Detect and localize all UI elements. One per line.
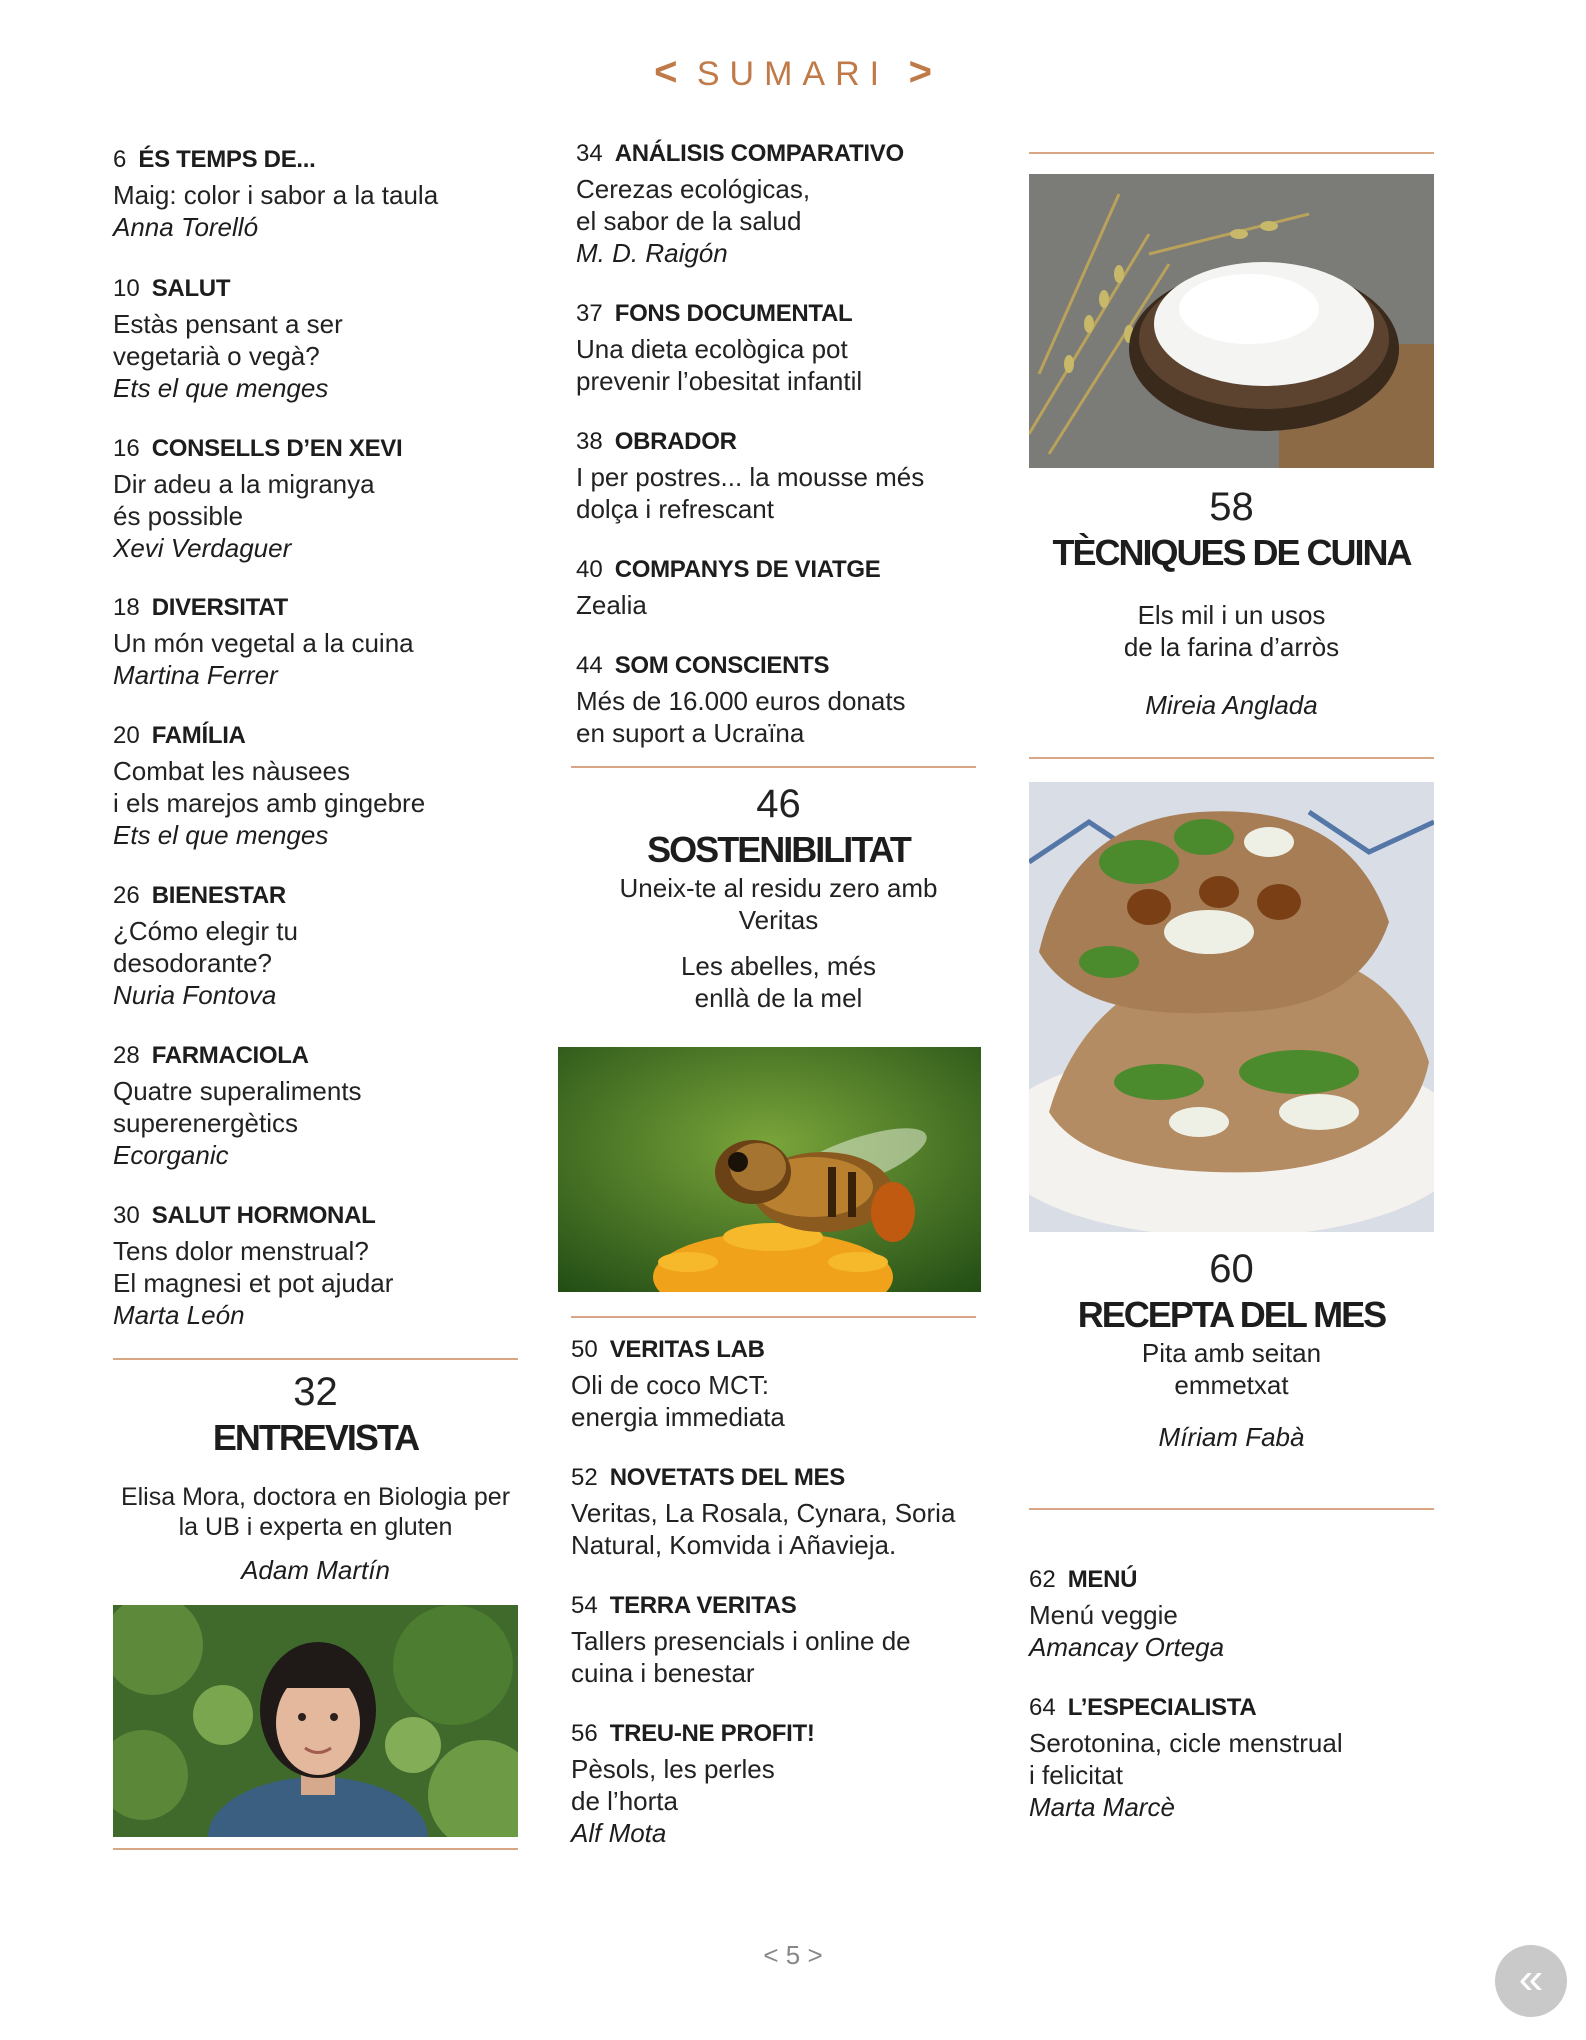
entry-section: FONS DOCUMENTAL (614, 300, 853, 327)
entry-author: Anna Torelló (113, 212, 259, 242)
entry-description: Més de 16.000 euros donats en suport a Ucraïna (576, 686, 906, 748)
entry-description: I per postres... la mousse més dolça i refrescant (576, 462, 925, 524)
entry-section: BIENESTAR (151, 882, 286, 909)
entry-heading (571, 1590, 911, 1625)
toc-entry[interactable] (113, 880, 298, 1011)
entry-description: Tallers presencials i online de cuina i benestar (571, 1626, 911, 1688)
feature-description: Els mil i un usos de la farina d’arròs (1123, 600, 1340, 662)
entry-description: ¿Cómo elegir tu desodorante? (113, 916, 298, 978)
title-right-chevron: > (908, 50, 932, 94)
divider (113, 1848, 518, 1850)
divider (571, 766, 976, 768)
entry-heading (576, 138, 904, 173)
title-text: SUMARI (696, 55, 890, 93)
entry-description: Serotonina, cicle menstrual i felicitat (1029, 1728, 1343, 1790)
divider (571, 1316, 976, 1318)
entry-section: L’ESPECIALISTA (1067, 1694, 1257, 1721)
entry-section: VERITAS LAB (609, 1336, 765, 1363)
toc-entry[interactable] (1029, 1564, 1224, 1663)
toc-entry[interactable] (113, 144, 438, 243)
toc-entry[interactable] (113, 1040, 362, 1171)
entry-page-number: 20 (113, 722, 140, 749)
feature-description: Uneix-te al residu zero amb Veritas (619, 873, 938, 935)
feature-page-number: 46 (756, 782, 801, 826)
entry-section: NOVETATS DEL MES (609, 1464, 845, 1491)
back-button[interactable] (1495, 1945, 1567, 2017)
double-chevron-left-icon: « (1518, 1954, 1544, 2003)
entry-author: Ets el que menges (113, 820, 329, 850)
entry-page-number: 56 (571, 1720, 598, 1747)
divider (1029, 757, 1434, 759)
entry-heading (1029, 1692, 1343, 1727)
entry-section: FARMACIOLA (151, 1042, 309, 1069)
feature-description: Elisa Mora, doctora en Biologia per la UB i experta en gluten (120, 1483, 511, 1541)
entry-page-number: 28 (113, 1042, 140, 1069)
entry-section: SALUT (151, 275, 231, 302)
entry-heading (113, 592, 414, 627)
toc-entry[interactable] (571, 1334, 785, 1433)
entry-heading (113, 1200, 393, 1235)
feature-recepta[interactable] (1029, 1245, 1434, 1453)
bee-on-flower-photo (558, 1047, 981, 1292)
entry-heading (113, 144, 438, 179)
prev-page-chevron[interactable]: < (763, 1940, 779, 1970)
entry-description: Dir adeu a la migranya és possible (113, 469, 375, 531)
feature-description-secondary: Les abelles, més enllà de la mel (680, 951, 877, 1013)
entry-description: Oli de coco MCT: energia immediata (571, 1370, 785, 1432)
entry-author: Ecorganic (113, 1140, 229, 1170)
entry-page-number: 26 (113, 882, 140, 909)
entry-page-number: 50 (571, 1336, 598, 1363)
divider (1029, 1508, 1434, 1510)
entry-author: Xevi Verdaguer (113, 533, 292, 563)
feature-sostenibilitat[interactable] (571, 780, 986, 1014)
entry-description: Zealia (576, 590, 647, 620)
entry-page-number: 52 (571, 1464, 598, 1491)
feature-title: TÈCNIQUES DE CUINA (1052, 532, 1411, 573)
entry-heading (113, 433, 402, 468)
toc-entry[interactable] (576, 554, 880, 621)
entry-author: M. D. Raigón (576, 238, 728, 268)
entry-page-number: 54 (571, 1592, 598, 1619)
entry-page-number: 16 (113, 435, 140, 462)
feature-page-number: 32 (293, 1370, 338, 1414)
entry-heading (571, 1334, 785, 1369)
entry-description: Cerezas ecológicas, el sabor de la salud (576, 174, 811, 236)
feature-tecniques[interactable] (1029, 483, 1434, 721)
entry-author: Nuria Fontova (113, 980, 277, 1010)
entry-page-number: 44 (576, 652, 603, 679)
entry-page-number: 37 (576, 300, 603, 327)
entry-author: Marta Marcè (1029, 1792, 1175, 1822)
entry-heading (113, 720, 425, 755)
entry-description: Un món vegetal a la cuina (113, 628, 414, 658)
entry-heading (571, 1462, 955, 1497)
toc-entry[interactable] (571, 1462, 955, 1561)
page-title (0, 50, 1586, 95)
entry-section: TERRA VERITAS (609, 1592, 797, 1619)
entry-section: TREU-NE PROFIT! (609, 1720, 815, 1747)
entry-description: Veritas, La Rosala, Cynara, Soria Natural, Komvida i Añavieja. (571, 1498, 956, 1560)
entry-section: DIVERSITAT (151, 594, 288, 621)
feature-page-number: 60 (1209, 1247, 1254, 1291)
entry-section: COMPANYS DE VIATGE (614, 556, 881, 583)
entry-heading (576, 650, 906, 685)
entry-description: Tens dolor menstrual? El magnesi et pot ajudar (113, 1236, 394, 1298)
entry-description: Combat les nàusees i els marejos amb gingebre (113, 756, 426, 818)
feature-entrevista[interactable] (113, 1368, 518, 1586)
interview-portrait-photo (113, 1605, 518, 1837)
entry-author: Alf Mota (571, 1818, 667, 1848)
feature-author: Míriam Fabà (1158, 1422, 1305, 1452)
entry-heading (576, 554, 880, 589)
toc-entry[interactable] (571, 1718, 815, 1849)
entry-heading (576, 426, 924, 461)
entry-page-number: 40 (576, 556, 603, 583)
page-number-value: 5 (785, 1940, 801, 1970)
entry-heading (113, 273, 343, 308)
entry-page-number: 6 (113, 146, 127, 173)
feature-author: Mireia Anglada (1145, 690, 1318, 720)
entry-section: FAMÍLIA (151, 722, 246, 749)
toc-entry[interactable] (576, 426, 924, 525)
entry-section: SALUT HORMONAL (151, 1202, 376, 1229)
toc-entry[interactable] (113, 592, 414, 691)
toc-entry[interactable] (1029, 1692, 1343, 1823)
entry-page-number: 38 (576, 428, 603, 455)
entry-section: ÉS TEMPS DE... (138, 146, 316, 173)
entry-page-number: 10 (113, 275, 140, 302)
entry-description: Menú veggie (1029, 1600, 1178, 1630)
rice-flour-bowl-photo (1029, 174, 1434, 468)
entry-section: CONSELLS D’EN XEVI (151, 435, 403, 462)
toc-entry[interactable] (576, 650, 906, 749)
entry-heading (113, 880, 298, 915)
entry-page-number: 64 (1029, 1694, 1056, 1721)
entry-section: SOM CONSCIENTS (614, 652, 830, 679)
entry-author: Amancay Ortega (1029, 1632, 1225, 1662)
toc-entry[interactable] (113, 1200, 393, 1331)
entry-heading (571, 1718, 815, 1753)
entry-section: ANÁLISIS COMPARATIVO (614, 140, 904, 167)
entry-heading (113, 1040, 362, 1075)
entry-section: OBRADOR (614, 428, 737, 455)
entry-description: Quatre superaliments superenergètics (113, 1076, 362, 1138)
entry-section: MENÚ (1067, 1566, 1138, 1593)
entry-page-number: 34 (576, 140, 603, 167)
divider (1029, 152, 1434, 154)
page-number (0, 1940, 1586, 1971)
toc-entry[interactable] (576, 138, 904, 269)
toc-entry[interactable] (576, 298, 862, 397)
entry-author: Marta León (113, 1300, 245, 1330)
entry-description: Maig: color i sabor a la taula (113, 180, 439, 210)
entry-page-number: 62 (1029, 1566, 1056, 1593)
feature-description: Pita amb seitan emmetxat (1141, 1338, 1322, 1400)
entry-description: Pèsols, les perles de l’horta (571, 1754, 775, 1816)
feature-title: ENTREVISTA (212, 1417, 419, 1458)
entry-page-number: 18 (113, 594, 140, 621)
feature-page-number: 58 (1209, 485, 1254, 529)
divider (113, 1358, 518, 1360)
next-page-chevron[interactable]: > (807, 1940, 823, 1970)
entry-heading (576, 298, 862, 333)
toc-entry[interactable] (113, 720, 425, 851)
entry-author: Martina Ferrer (113, 660, 278, 690)
entry-heading (1029, 1564, 1224, 1599)
pita-sandwich-photo (1029, 782, 1434, 1232)
toc-entry[interactable] (571, 1590, 911, 1689)
entry-author: Ets el que menges (113, 373, 329, 403)
entry-description: Estàs pensant a ser vegetarià o vegà? (113, 309, 343, 371)
entry-description: Una dieta ecològica pot prevenir l’obesitat infantil (576, 334, 863, 396)
toc-entry[interactable] (113, 273, 343, 404)
feature-author: Adam Martín (241, 1555, 390, 1585)
feature-title: RECEPTA DEL MES (1077, 1294, 1386, 1335)
feature-title: SOSTENIBILITAT (647, 829, 910, 870)
entry-page-number: 30 (113, 1202, 140, 1229)
title-left-chevron: < (654, 50, 678, 94)
toc-entry[interactable] (113, 433, 402, 564)
